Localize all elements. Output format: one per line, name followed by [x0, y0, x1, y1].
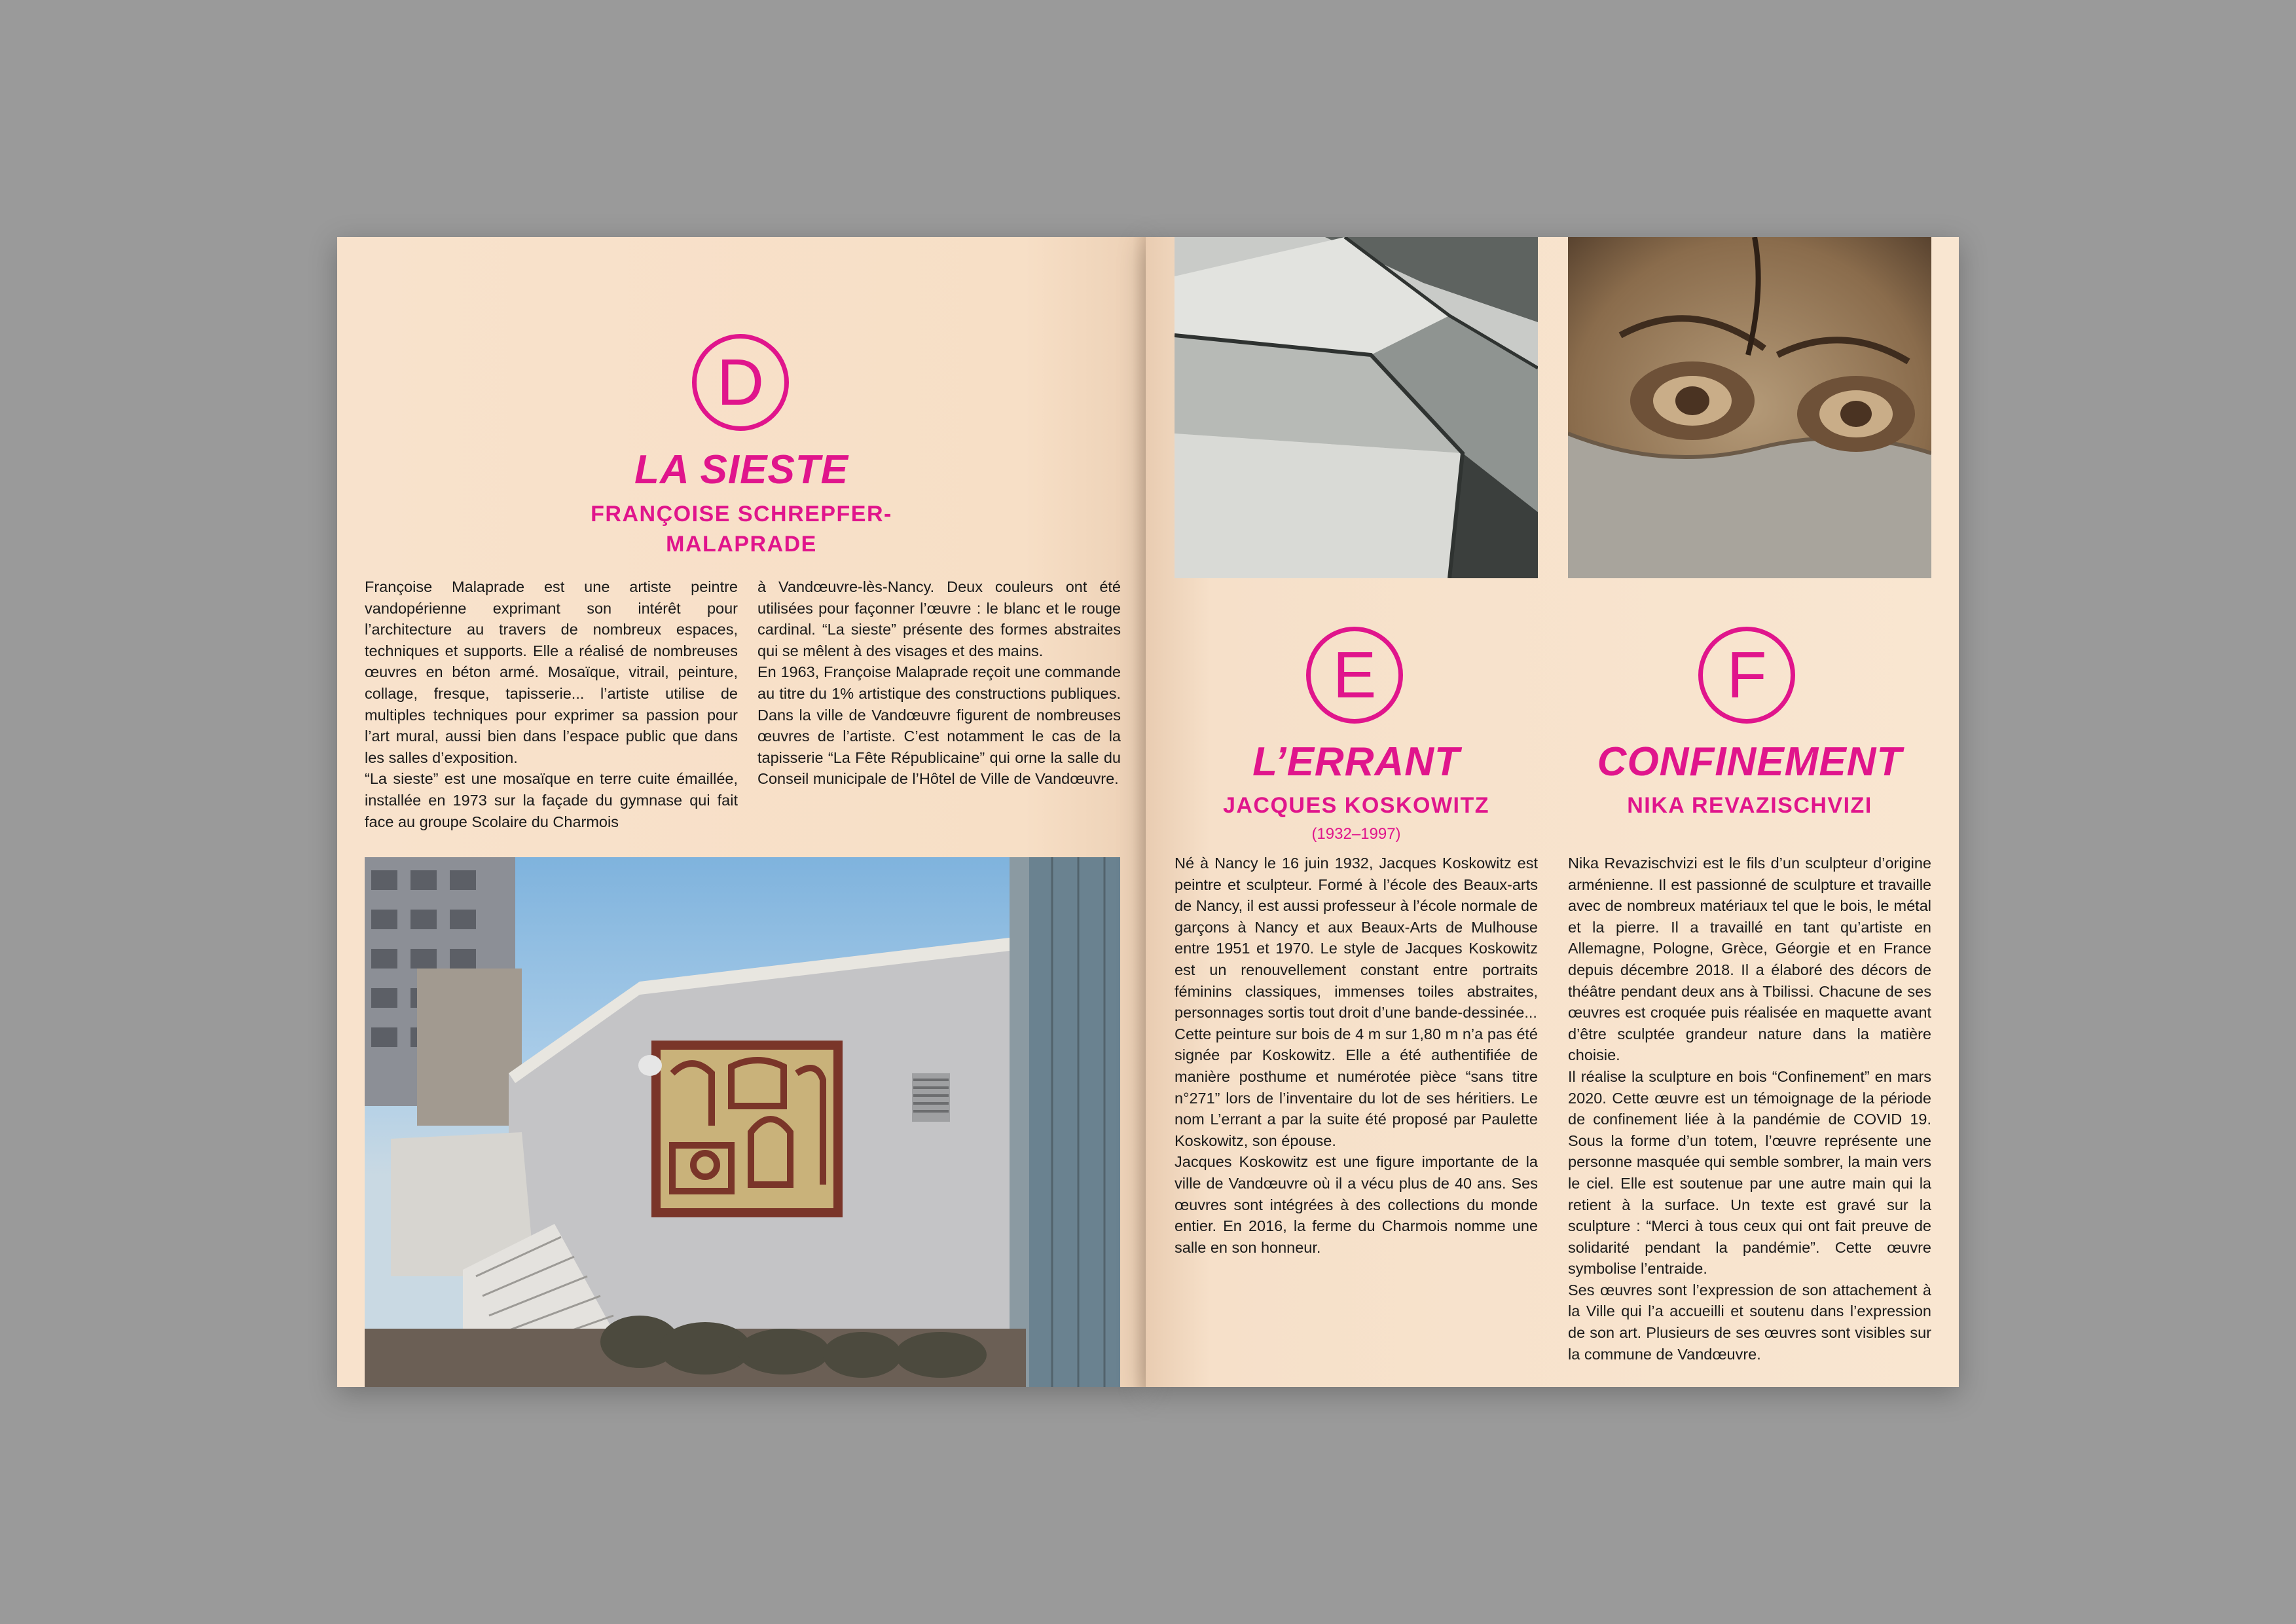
body-text-column-1	[365, 576, 738, 832]
photo-mural-gymnasium	[365, 857, 1120, 1387]
left-page	[337, 237, 1146, 1387]
artist-name	[337, 499, 1146, 559]
section-letter-badge-f	[1698, 627, 1795, 724]
body-text-l-errant	[1175, 853, 1538, 1258]
paragraph: Il réalise la sculpture en bois “Confinement” en mars 2020. Cette œuvre est un témoignage de la période de confinement liée à la pandémie de COVID 19. Sous la forme d’un totem, l’œuvre représente une personne masquée qui semble sombrer, la main vers le ciel. Elle est soutenue par une autre main qui la retient à la surface. Un texte est gravé sur la sculpture : “Merci à tous ceux qui ont fait preuve de solidarité pendant la pandémie”. Cette œuvre symbolise l’entraide.	[1568, 1067, 1931, 1278]
artist-name: NIKA REVAZISCHVIZI	[1627, 793, 1872, 818]
artist-name-line-1: FRANÇOISE SCHREPFER-	[591, 502, 892, 526]
artist-name-line-2: MALAPRADE	[666, 532, 817, 557]
right-page	[1146, 237, 1959, 1387]
paragraph: “La sieste” est une mosaïque en terre cuite émaillée, installée en 1973 sur la façade du gymnase qui fait face au groupe Scolaire du Charmois	[365, 770, 738, 830]
paragraph: En 1963, Françoise Malaprade reçoit une commande au titre du 1% artistique des constructions publiques. Dans la ville de Vandœuvre figurent de nombreuses œuvres de l’artiste. C’est notamment le cas de la tapisserie “La Fête Républicaine” qui orne la salle du Conseil municipale de l’Hôtel de Ville de Vandœuvre.	[757, 663, 1121, 788]
section-letter: E	[1332, 638, 1377, 712]
section-title-l-errant: L’ERRANT	[1252, 739, 1460, 784]
section-letter-badge-e	[1306, 627, 1403, 724]
section-letter: F	[1726, 638, 1767, 712]
body-text-confinement	[1568, 853, 1931, 1365]
paragraph: Françoise Malaprade est une artiste peintre vandopérienne exprimant son intérêt pour l’architecture au travers de nombreux espaces, techniques et supports. Elle a réalisé de nombreuses œuvres en béton armé. Mosaïque, vitrail, peinture, collage, fresque, tapisserie... l’artiste utilise de multiples techniques pour exprimer sa passion pour l’art mural, aussi bien dans l’espace public que dans les salles d’exposition.	[365, 578, 738, 766]
photo-confinement-sculpture	[1568, 237, 1931, 578]
section-title-confinement: CONFINEMENT	[1597, 739, 1903, 784]
paragraph: Nika Revazischvizi est le fils d’un sculpteur d’origine arménienne. Il est passionné de sculpture et travaille avec de nombreux matériaux tel que le bois, le métal et la pierre. Il a travaillé en tant qu’artiste en Allemagne, Pologne, Grèce, Géorgie et en France depuis décembre 2018. Il a élaboré des décors de théâtre pendant deux ans à Tbilissi. Chacune de ses œuvres est croquée puis réalisée en maquette avant d’être sculptée grandeur nature dans la matière choisie.	[1568, 855, 1931, 1064]
paragraph: Cette peinture sur bois de 4 m sur 1,80 m n’a pas été signée par Koskowitz. Elle a été authentifiée de manière posthume et numérotée pièce “sans titre n°271” lors de l’inventaire du lot de ses héritiers. Le nom L’errant a par la suite été proposé par Paulette Koskowitz, son épouse.	[1175, 1025, 1538, 1149]
artist-name: JACQUES KOSKOWITZ	[1222, 793, 1490, 818]
paragraph: Né à Nancy le 16 juin 1932, Jacques Koskowitz est peintre et sculpteur. Formé à l’école des Beaux-arts de Nancy, il est aussi professeur à l’école normale de garçons à Nancy et aux Beaux-Arts de Mulhouse entre 1951 et 1970. Le style de Jacques Koskowitz est un renouvellement constant entre portraits féminins classiques, immenses toiles abstraites, personnages sortis tout droit d’une bande-dessinée...	[1175, 855, 1538, 1022]
paragraph: Ses œuvres sont l’expression de son attachement à la Ville qui l’a accueilli et soutenu dans l’expression de son art. Plusieurs de ses œuvres sont visibles sur la commune de Vandœuvre.	[1568, 1281, 1931, 1363]
body-text-column-2	[757, 576, 1121, 790]
section-letter-badge-d	[692, 334, 789, 431]
paragraph: Jacques Koskowitz est une figure importante de la ville de Vandœuvre où il a vécu plus de 40 ans. Ses œuvres sont intégrées à des collections du monde entier. En 2016, la ferme du Charmois nomme une salle en son honneur.	[1175, 1153, 1538, 1256]
section-title-la-sieste: LA SIESTE	[634, 447, 849, 492]
section-letter: D	[716, 346, 765, 419]
artist-dates: (1932–1997)	[1311, 825, 1401, 843]
paragraph: à Vandœuvre-lès-Nancy. Deux couleurs ont été utilisées pour façonner l’œuvre : le blanc et le rouge cardinal. “La sieste” présente des formes abstraites qui se mêlent à des visages et des mains.	[757, 578, 1121, 659]
photo-l-errant-abstract	[1175, 237, 1538, 578]
